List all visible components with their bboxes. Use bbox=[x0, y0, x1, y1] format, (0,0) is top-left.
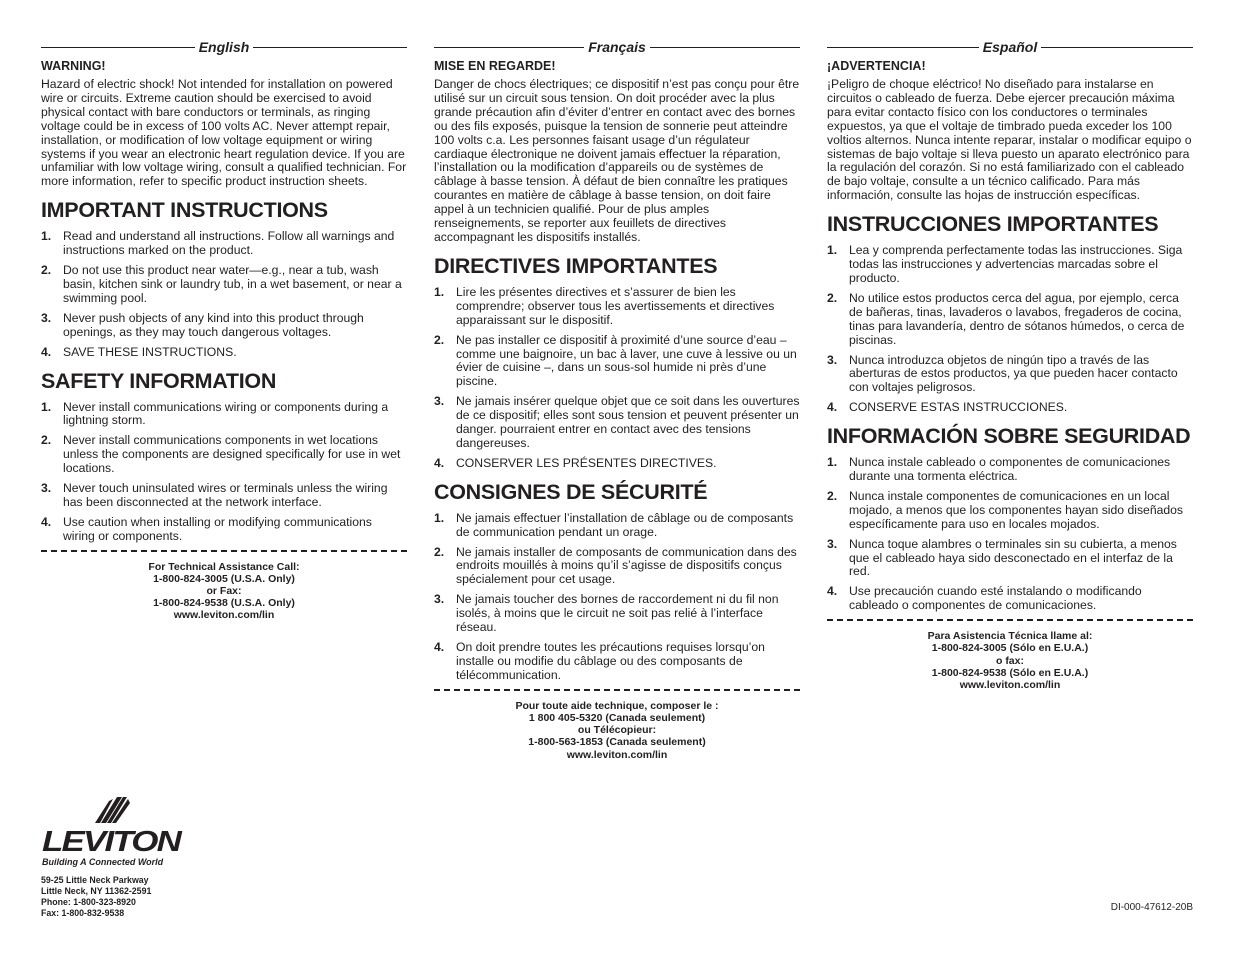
item-text: Never touch uninsulated wires or terminals unless the wiring has been disconnected at the network interface. bbox=[63, 481, 388, 509]
safety-list bbox=[434, 512, 800, 683]
instructions-heading: DIRECTIVES IMPORTANTES bbox=[434, 253, 718, 278]
warning-title: MISE EN REGARDE! bbox=[434, 59, 556, 73]
item-text: CONSERVER LES PRÉSENTES DIRECTIVES. bbox=[456, 455, 717, 470]
item-text: Nunca toque alambres o terminales sin su cubierta, a menos que el cableado haya sido desconectado en el interfaz de la red. bbox=[849, 536, 1177, 579]
list-item bbox=[827, 585, 1193, 613]
list-item bbox=[41, 516, 407, 544]
leviton-logo bbox=[41, 793, 186, 855]
item-number: 2. bbox=[434, 332, 445, 347]
tech-website: www.leviton.com/lin bbox=[566, 748, 668, 761]
warning-title: ¡ADVERTENCIA! bbox=[827, 59, 926, 73]
company-block bbox=[41, 793, 201, 919]
tech-assistance bbox=[41, 561, 407, 622]
item-number: 3. bbox=[827, 352, 838, 367]
item-text: Ne jamais effectuer l’installation de câblage ou de composants de communication pendant un orage. bbox=[456, 510, 794, 539]
item-number: 2. bbox=[827, 290, 838, 305]
list-item bbox=[827, 354, 1193, 396]
item-number: 4. bbox=[827, 584, 838, 599]
tech-line: Pour toute aide technique, composer le : bbox=[515, 699, 719, 712]
tech-phone: 1-800-824-3005 (Sólo en E.U.A.) bbox=[931, 642, 1089, 655]
item-text: Ne jamais installer de composants de communication dans des endroits mouillés à moins qu’il s’agisse de dispositifs conçus spécialement pour cet usage. bbox=[456, 544, 797, 587]
list-item bbox=[434, 546, 800, 588]
safety-heading: INFORMACIÓN SOBRE SEGURIDAD bbox=[827, 424, 1191, 449]
item-number: 2. bbox=[41, 263, 52, 278]
tech-website: www.leviton.com/lin bbox=[173, 609, 275, 622]
list-item bbox=[41, 312, 407, 340]
list-item bbox=[41, 346, 407, 360]
warning-title: WARNING! bbox=[41, 59, 106, 73]
list-item bbox=[434, 593, 800, 635]
list-item bbox=[41, 230, 407, 258]
french-column bbox=[434, 38, 800, 761]
language-name: Français bbox=[588, 39, 646, 55]
item-text: Ne pas installer ce dispositif à proximité d’une source d’eau – comme une baignoire, un bac à laver, une cuve à lessive ou un évier de cuisine –, dans un sous-sol humide ni près d’une piscine. bbox=[456, 332, 797, 389]
tech-line: For Technical Assistance Call: bbox=[148, 560, 300, 573]
item-number: 2. bbox=[434, 544, 445, 559]
item-number: 1. bbox=[41, 229, 52, 244]
list-item bbox=[827, 401, 1193, 415]
language-header bbox=[827, 38, 1193, 56]
item-text: Use caution when installing or modifying communications wiring or components. bbox=[63, 514, 372, 543]
tech-phone: 1-800-824-3005 (U.S.A. Only) bbox=[153, 572, 295, 585]
document-number: DI-000-47612-20B bbox=[1110, 902, 1193, 913]
tech-line: Para Asistencia Técnica llame al: bbox=[927, 630, 1093, 643]
list-item bbox=[434, 334, 800, 390]
item-text: Ne jamais insérer quelque objet que ce soit dans les ouvertures de ce dispositif; elles sont sous tension et peuvent présenter un danger. pourraient entrer en contact avec des tensions dangereuses. bbox=[456, 394, 800, 450]
list-item bbox=[827, 244, 1193, 286]
address-street: 59-25 Little Neck Parkway bbox=[41, 875, 149, 885]
safety-heading: CONSIGNES DE SÉCURITÉ bbox=[434, 479, 708, 504]
item-number: 3. bbox=[41, 481, 52, 496]
list-item bbox=[41, 482, 407, 510]
logo-swoosh-icon bbox=[95, 797, 130, 823]
item-number: 1. bbox=[434, 510, 445, 525]
warning-text: Danger de chocs électriques; ce dispositif n’est pas conçu pour être utilisé sur un circuit sous tension. On doit procéder avec la plus grande précaution afin d’éviter d’entrer en contact avec des bornes ou des fils exposés, puisque la tension de sonnerie peut atteindre 100 volts c.a. Les personnes faisant usage d’un régulateur cardiaque électronique ne doivent jamais effectuer la réparation, l’installation ou la modification d’appareils ou de systèmes de câblage à basse tension. À défaut de bien connaître les pratiques courantes en matière de câblage à basse tension, on doit faire appel à un technicien qualifié. Pour de plus amples renseignements, se reporter aux feuillets de directives accompagnant les dispositifs installés. bbox=[434, 77, 800, 244]
item-text: Ne jamais toucher des bornes de raccordement ni du fil non isolés, à moins que le circuit ne soit pas relié à l’interface réseau. bbox=[456, 592, 779, 635]
address-phone: Phone: 1-800-323-8920 bbox=[41, 897, 136, 907]
item-text: Read and understand all instructions. Follow all warnings and instructions marked on the product. bbox=[63, 229, 395, 258]
rule-right bbox=[253, 47, 407, 48]
list-item bbox=[827, 456, 1193, 484]
list-item bbox=[41, 434, 407, 476]
item-text: SAVE THESE INSTRUCTIONS. bbox=[63, 344, 237, 359]
item-number: 4. bbox=[827, 400, 838, 415]
item-number: 3. bbox=[41, 310, 52, 325]
language-header bbox=[434, 38, 800, 56]
rule-right bbox=[1041, 47, 1193, 48]
language-name: Español bbox=[982, 39, 1038, 55]
language-header bbox=[41, 38, 407, 56]
dashed-divider bbox=[827, 619, 1193, 621]
item-number: 2. bbox=[41, 433, 52, 448]
list-item bbox=[827, 292, 1193, 348]
language-name: English bbox=[198, 39, 250, 55]
tech-fax: 1-800-824-9538 (U.S.A. Only) bbox=[153, 597, 295, 610]
tech-phone: 1 800 405-5320 (Canada seulement) bbox=[528, 711, 706, 724]
tech-line: ou Télécopieur: bbox=[577, 724, 657, 737]
list-item bbox=[41, 401, 407, 429]
list-item bbox=[434, 512, 800, 540]
instructions-heading: IMPORTANT INSTRUCTIONS bbox=[41, 198, 328, 223]
tech-fax: 1-800-824-9538 (Sólo en E.U.A.) bbox=[931, 666, 1089, 679]
item-text: On doit prendre toutes les précautions requises lorsqu’on installe ou modifie du câblage ou des composants de télécommunication. bbox=[456, 640, 765, 682]
tech-line: o fax: bbox=[995, 654, 1024, 667]
item-number: 1. bbox=[41, 399, 52, 414]
rule-right bbox=[650, 47, 800, 48]
tech-fax: 1-800-563-1853 (Canada seulement) bbox=[528, 736, 706, 749]
safety-list bbox=[827, 456, 1193, 613]
item-number: 3. bbox=[434, 592, 445, 607]
item-text: CONSERVE ESTAS INSTRUCCIONES. bbox=[849, 400, 1068, 415]
item-number: 4. bbox=[41, 344, 52, 359]
company-address bbox=[41, 875, 201, 919]
item-number: 3. bbox=[434, 394, 445, 409]
rule-left bbox=[827, 47, 979, 48]
spanish-column bbox=[827, 38, 1193, 691]
rule-left bbox=[41, 47, 195, 48]
list-item bbox=[434, 457, 800, 471]
tagline: Building A Connected World bbox=[42, 857, 164, 867]
warning-text: Hazard of electric shock! Not intended for installation on powered wire or circuits. Extreme caution should be exercised to avoid physical contact with bare conductors or terminals, as ringing voltage could be in excess of 100 volts AC. Never attempt repair, installation, or modification of low voltage equipment or wiring systems if you wear an electronic heart regulation device. If you are unfamiliar with low voltage wiring, consult a qualified technician. For more information, refer to specific product instruction sheets. bbox=[41, 77, 407, 189]
item-number: 4. bbox=[41, 514, 52, 529]
item-text: Do not use this product near water—e.g., near a tub, wash basin, kitchen sink or laundry tub, in a wet basement, or near a swimming pool. bbox=[63, 263, 402, 305]
dashed-divider bbox=[41, 550, 407, 552]
item-text: Nunca introduzca objetos de ningún tipo a través de las aberturas de estos productos, ya que pueden hacer contacto con voltajes peligrosos. bbox=[849, 352, 1178, 395]
instructions-heading: INSTRUCCIONES IMPORTANTES bbox=[827, 212, 1159, 237]
instructions-list bbox=[434, 286, 800, 471]
item-number: 4. bbox=[434, 455, 445, 470]
logo-wordmark: LEVITON bbox=[42, 826, 184, 855]
list-item bbox=[827, 538, 1193, 580]
item-text: Never install communications components in wet locations unless the components are designed specifically for use in wet locations. bbox=[63, 433, 401, 476]
tech-assistance bbox=[827, 630, 1193, 691]
safety-list bbox=[41, 401, 407, 544]
safety-heading: SAFETY INFORMATION bbox=[41, 368, 277, 393]
item-number: 1. bbox=[827, 455, 838, 470]
item-text: Nunca instale componentes de comunicaciones en un local mojado, a menos que los componentes hayan sido diseñados específicamente para uso en locales mojados. bbox=[849, 488, 1184, 531]
tech-website: www.leviton.com/lin bbox=[959, 679, 1061, 691]
address-fax: Fax: 1-800-832-9538 bbox=[41, 908, 125, 918]
item-number: 4. bbox=[434, 640, 445, 654]
list-item bbox=[434, 286, 800, 328]
list-item bbox=[827, 490, 1193, 532]
item-number: 1. bbox=[434, 284, 445, 299]
item-text: Never install communications wiring or components during a lightning storm. bbox=[63, 399, 389, 428]
item-number: 3. bbox=[827, 536, 838, 551]
list-item bbox=[41, 264, 407, 306]
instructions-list bbox=[41, 230, 407, 359]
item-number: 2. bbox=[827, 488, 838, 503]
rule-left bbox=[434, 47, 584, 48]
tech-line: or Fax: bbox=[206, 585, 242, 598]
tech-assistance bbox=[434, 700, 800, 761]
address-city: Little Neck, NY 11362-2591 bbox=[41, 886, 152, 896]
item-text: Never push objects of any kind into this product through openings, as they may touch dangerous voltages. bbox=[63, 310, 364, 339]
list-item bbox=[434, 641, 800, 683]
item-number: 1. bbox=[827, 243, 838, 258]
item-text: Lea y comprenda perfectamente todas las instrucciones. Siga todas las instrucciones y advertencias marcadas sobre el producto. bbox=[849, 243, 1183, 285]
item-text: Use precaución cuando esté instalando o modificando cableado o componentes de comunicaciones. bbox=[849, 584, 1142, 613]
item-text: Lire les présentes directives et s’assurer de bien les comprendre; observer tous les avertissements et directives apparaissant sur le dispositif. bbox=[456, 284, 775, 327]
list-item bbox=[434, 395, 800, 451]
warning-text: ¡Peligro de choque eléctrico! No diseñado para instalarse en circuitos o cableado de fuerza. Debe ejercer precaución máxima para evitar contacto físico con los conductores o terminales expuestos, ya que el voltaje de timbrado pueda exceder los 100 voltios alternos. Nunca intente reparar, instalar o modificar equipo o sistemas de bajo voltaje si lleva puesto un aparato electrónico para la regulación del corazón. Si no está familiarizado con el cableado de bajo voltaje, consulte a un técnico calificado. Para más información, consulte las hojas de instrucción específicas. bbox=[827, 77, 1192, 203]
item-text: Nunca instale cableado o componentes de comunicaciones durante una tormenta eléctrica. bbox=[849, 455, 1171, 484]
dashed-divider bbox=[434, 689, 800, 691]
english-column bbox=[41, 38, 407, 622]
item-text: No utilice estos productos cerca del agua, por ejemplo, cerca de bañeras, tinas, lavaderos o lavabos, fregaderos de cocina, tinas para lavandería, dentro de sótanos húmedos, o cerca de piscinas. bbox=[849, 290, 1185, 347]
instructions-list bbox=[827, 244, 1193, 415]
